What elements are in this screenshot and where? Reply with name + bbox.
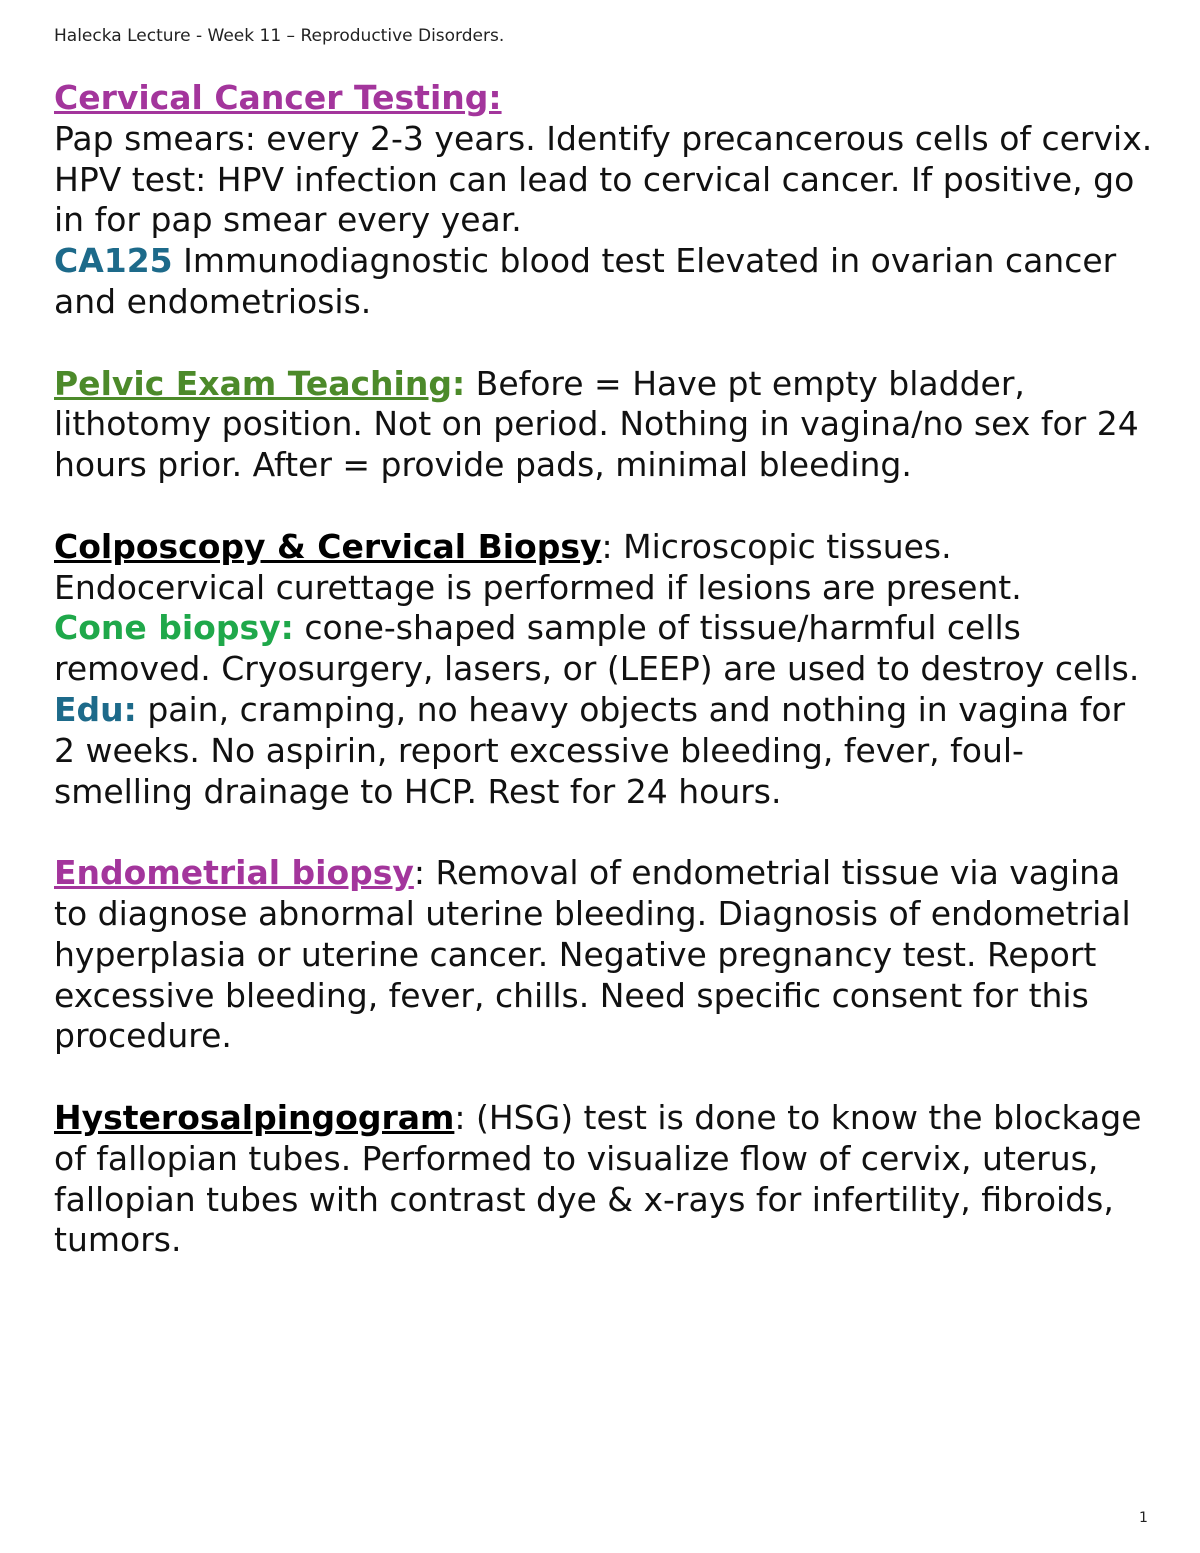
section-endometrial-biopsy — [54, 853, 1154, 1057]
endometrial-biopsy-text: : Removal of endometrial tissue via vagina to diagnose abnormal uterine bleeding. Diagnosis of endometrial hyperplasia or uterine cancer. Negative pregnancy test. Report excessive bleeding, fever, chills. Need specific consent for this procedure. — [54, 853, 1131, 1056]
section-colposcopy — [54, 527, 1154, 813]
pelvic-exam-text: Before = Have pt empty bladder, lithotomy position. Not on period. Nothing in vagina/no sex for 24 hours prior. After = provide pads, minimal bleeding. — [54, 363, 1139, 485]
hysterosalpingogram-text: : (HSG) test is done to know the blockage of fallopian tubes. Performed to visualize flow of cervix, uterus, fallopian tubes with contrast dye & x-rays for infertility, fibroids, tumors. — [54, 1097, 1142, 1260]
cone-biopsy-text: cone-shaped sample of tissue/harmful cells removed. Cryosurgery, lasers, or (LEEP) are used to destroy cells. — [54, 608, 1140, 689]
hpv-test-text: HPV test: HPV infection can lead to cervical cancer. If positive, go in for pap smear every year. — [54, 159, 1135, 240]
section-hysterosalpingogram — [54, 1098, 1154, 1261]
section-cervical-cancer-testing — [54, 78, 1154, 323]
colposcopy-heading: Colposcopy & Cervical Biopsy — [54, 526, 602, 566]
cervical-cancer-heading: Cervical Cancer Testing: — [54, 78, 502, 117]
ca125-label: CA125 — [54, 241, 173, 281]
section-pelvic-exam — [54, 364, 1154, 486]
pelvic-exam-heading: Pelvic Exam Teaching — [54, 363, 452, 403]
hysterosalpingogram-heading: Hysterosalpingogram — [54, 1097, 455, 1137]
document-header: Halecka Lecture - Week 11 – Reproductive Disorders. — [54, 26, 505, 46]
edu-text: pain, cramping, no heavy objects and nothing in vagina for 2 weeks. No aspirin, report excessive bleeding, fever, foul-smelling drainage to HCP. Rest for 24 hours. — [54, 689, 1126, 811]
edu-label: Edu: — [54, 689, 137, 729]
pelvic-exam-colon: : — [451, 363, 466, 403]
pap-smear-text: Pap smears: every 2-3 years. Identify precancerous cells of cervix. — [54, 118, 1153, 158]
cone-biopsy-label: Cone biopsy: — [54, 608, 294, 648]
page-number: 1 — [1139, 1510, 1148, 1526]
endometrial-biopsy-heading: Endometrial biopsy — [54, 853, 414, 893]
ca125-text: Immunodiagnostic blood test Elevated in ovarian cancer and endometriosis. — [54, 241, 1117, 321]
colposcopy-text: : Microscopic tissues. Endocervical curettage is performed if lesions are present. — [54, 526, 1022, 607]
document-body — [54, 78, 1154, 1261]
